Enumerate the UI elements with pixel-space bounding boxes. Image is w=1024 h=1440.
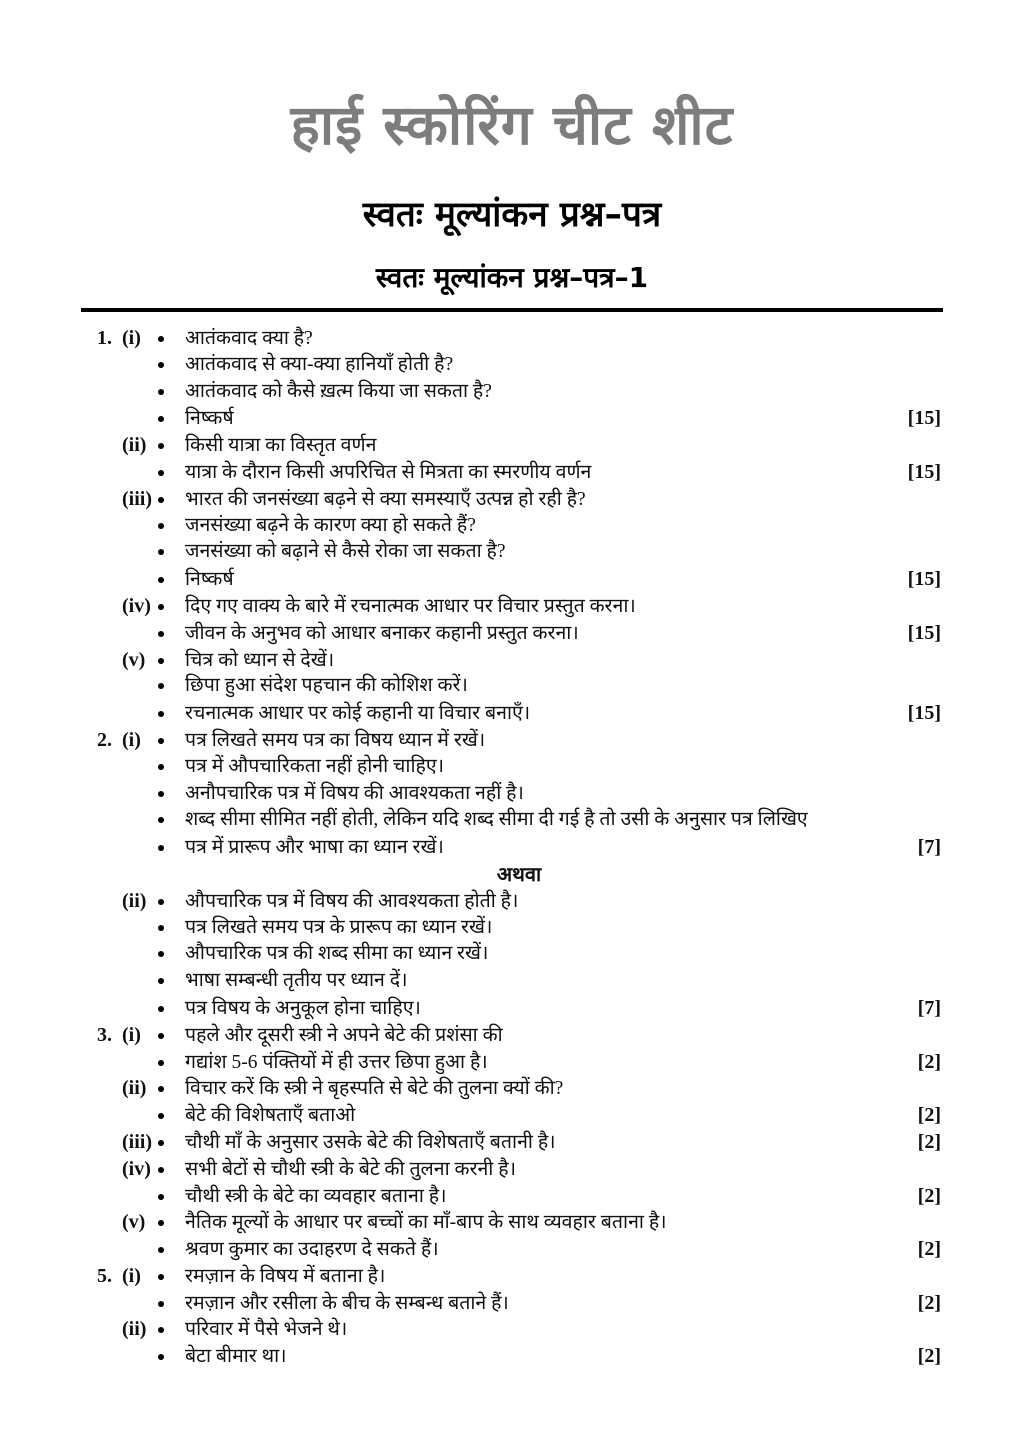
question-number: 5. <box>97 1264 112 1287</box>
question-text: पत्र लिखते समय पत्र के प्रारूप का ध्यान रखें। <box>185 916 493 938</box>
bullet-cell <box>158 941 185 968</box>
bullet-dot-icon <box>158 577 164 583</box>
bullet-cell <box>158 433 185 460</box>
question-text: श्रवण कुमार का उदाहरण दे सकते हैं। <box>185 1239 439 1261</box>
question-row <box>97 620 941 647</box>
marks-label: [2] <box>917 1130 941 1153</box>
question-text: यात्रा के दौरान किसी अपरिचित से मित्रता का स्मरणीय वर्णन <box>185 461 592 483</box>
bullet-cell <box>158 701 185 728</box>
bullet-cell <box>158 968 185 995</box>
bullet-dot-icon <box>158 738 164 744</box>
marks-label: [2] <box>917 1291 941 1314</box>
question-row <box>97 1209 941 1236</box>
bullet-cell <box>158 1103 185 1130</box>
question-row <box>97 1290 941 1317</box>
question-text: पहले और दूसरी स्त्री ने अपने बेटे की प्रशंसा की <box>185 1024 503 1046</box>
bullet-cell <box>158 1130 185 1157</box>
question-text: पत्र विषय के अनुकूल होना चाहिए। <box>185 997 421 1019</box>
bullet-dot-icon <box>158 1167 164 1173</box>
question-row <box>97 1102 941 1129</box>
bullet-dot-icon <box>158 1194 164 1200</box>
bullet-dot-icon <box>158 631 164 637</box>
bullet-cell <box>158 754 185 781</box>
marks-label: [2] <box>917 1104 941 1127</box>
question-row <box>97 379 941 406</box>
bullet-cell <box>158 889 185 916</box>
question-text: विचार करें कि स्त्री ने बृहस्पति से बेटे की तुलना क्यों की? <box>185 1078 564 1100</box>
bullet-dot-icon <box>158 1301 164 1307</box>
sub-question-number: (ii) <box>122 1077 147 1100</box>
bullet-dot-icon <box>158 925 164 931</box>
question-text: जनसंख्या बढ़ने के कारण क्या हो सकते हैं? <box>185 514 476 536</box>
bullet-dot-icon <box>158 1274 164 1280</box>
question-number: 2. <box>97 728 112 751</box>
bullet-cell <box>158 1264 185 1291</box>
question-row <box>97 1263 941 1290</box>
question-text: अनौपचारिक पत्र में विषय की आवश्यकता नहीं है। <box>185 782 524 804</box>
page-title: हाई स्कोरिंग चीट शीट <box>290 93 734 157</box>
question-number: 3. <box>97 1023 112 1046</box>
bullet-dot-icon <box>158 1086 164 1092</box>
sub-question-number: (ii) <box>122 889 147 912</box>
bullet-cell <box>158 1023 185 1050</box>
bullet-cell <box>158 594 185 621</box>
question-row <box>97 647 941 674</box>
sub-question-number: (iii) <box>122 487 152 510</box>
bullet-dot-icon <box>158 1113 164 1119</box>
bullet-dot-icon <box>158 711 164 717</box>
question-row <box>97 459 941 486</box>
question-number: 1. <box>97 327 112 349</box>
question-row <box>97 566 941 593</box>
question-row <box>97 405 941 432</box>
bullet-dot-icon <box>158 1327 164 1333</box>
sub-question-number: (v) <box>122 648 146 671</box>
question-text: चौथी स्त्री के बेटे का व्यवहार बताना है। <box>185 1185 447 1207</box>
question-text: आतंकवाद से क्या-क्या हानियाँ होती है? <box>185 353 454 375</box>
bullet-dot-icon <box>158 443 164 449</box>
bullet-dot-icon <box>158 604 164 610</box>
sub-question-number: (ii) <box>122 434 147 457</box>
bullet-dot-icon <box>158 416 164 422</box>
bullet-dot-icon <box>158 389 164 395</box>
bullet-dot-icon <box>158 683 164 689</box>
question-row <box>97 1022 941 1049</box>
question-text: पत्र में प्रारूप और भाषा का ध्यान रखें। <box>185 837 444 859</box>
question-text: आतंकवाद को कैसे ख़त्म किया जा सकता है? <box>185 380 492 402</box>
question-text: रमज़ान और रसीला के बीच के सम्बन्ध बताने हैं। <box>185 1292 509 1314</box>
bullet-cell <box>158 1317 185 1344</box>
bullet-cell <box>158 621 185 648</box>
bullet-cell <box>158 1210 185 1237</box>
sub-question-number: (i) <box>122 728 141 751</box>
question-row <box>97 325 941 352</box>
bullet-dot-icon <box>158 791 164 797</box>
bullet-cell <box>158 807 185 834</box>
question-text: भारत की जनसंख्या बढ़ने से क्या समस्याएँ उत्पन्न हो रही है? <box>185 488 586 510</box>
sub-question-number: (i) <box>122 327 141 349</box>
question-row <box>97 486 941 513</box>
bullet-cell <box>158 673 185 700</box>
bullet-dot-icon <box>158 1220 164 1226</box>
question-row <box>97 1049 941 1076</box>
bullet-cell <box>158 487 185 514</box>
question-row <box>97 1183 941 1210</box>
question-text: चित्र को ध्यान से देखें। <box>185 649 335 671</box>
question-text: रचनात्मक आधार पर कोई कहानी या विचार बनाएँ। <box>185 703 531 725</box>
question-row <box>97 754 941 781</box>
bullet-dot-icon <box>158 1140 164 1146</box>
question-row <box>97 995 941 1022</box>
sub-question-number: (iv) <box>122 1157 151 1180</box>
question-row <box>97 834 941 861</box>
question-row <box>97 352 941 379</box>
or-separator: अथवा <box>496 861 542 886</box>
sub-question-number: (v) <box>122 1211 146 1234</box>
page-subtitle: स्वतः मूल्यांकन प्रश्न–पत्र <box>362 195 662 235</box>
sub-question-number: (iv) <box>122 594 151 617</box>
question-text: सभी बेटों से चौथी स्त्री के बेटे की तुलना करनी है। <box>185 1158 516 1180</box>
question-text: शब्द सीमा सीमित नहीं होती, लेकिन यदि शब्द सीमा दी गई है तो उसी के अनुसार पत्र लिखिए <box>185 809 808 831</box>
question-row <box>97 673 941 700</box>
marks-label: [15] <box>907 702 941 725</box>
question-text: औपचारिक पत्र की शब्द सीमा का ध्यान रखें। <box>185 943 489 965</box>
bullet-cell <box>158 513 185 540</box>
bullet-dot-icon <box>158 1060 164 1066</box>
question-text: निष्कर्ष <box>185 408 234 430</box>
question-row <box>97 807 941 834</box>
bullet-cell <box>158 835 185 862</box>
question-text: गद्यांश 5-6 पंक्तियों में ही उत्तर छिपा हुआ है। <box>185 1051 488 1073</box>
bullet-dot-icon <box>158 764 164 770</box>
question-text: जीवन के अनुभव को आधार बनाकर कहानी प्रस्तुत करना। <box>185 622 579 644</box>
question-text: बेटे की विशेषताएँ बताओ <box>185 1105 356 1127</box>
question-row <box>97 593 941 620</box>
bullet-dot-icon <box>158 899 164 905</box>
bullet-dot-icon <box>158 817 164 823</box>
question-text: रमज़ान के विषय में बताना है। <box>185 1265 386 1287</box>
question-text: आतंकवाद क्या है? <box>185 328 313 349</box>
bullet-dot-icon <box>158 1354 164 1360</box>
bullet-dot-icon <box>158 362 164 368</box>
question-text: छिपा हुआ संदेश पहचान की कोशिश करें। <box>185 675 468 697</box>
bullet-cell <box>158 1157 185 1184</box>
bullet-cell <box>158 1344 185 1371</box>
bullet-cell <box>158 1076 185 1103</box>
bullet-dot-icon <box>158 951 164 957</box>
question-row <box>97 1156 941 1183</box>
marks-label: [2] <box>917 1238 941 1261</box>
bullet-cell <box>158 567 185 594</box>
sub-question-number: (i) <box>122 1264 141 1287</box>
bullet-cell <box>158 728 185 755</box>
bullet-cell <box>158 539 185 566</box>
header-divider <box>81 308 943 312</box>
bullet-cell <box>158 915 185 942</box>
question-row <box>97 968 941 995</box>
bullet-cell <box>158 648 185 675</box>
sub-question-number: (iii) <box>122 1130 152 1153</box>
question-text: बेटा बीमार था। <box>185 1346 287 1368</box>
bullet-dot-icon <box>158 336 164 342</box>
question-text: नैतिक मूल्यों के आधार पर बच्चों का माँ-बाप के साथ व्यवहार बताना है। <box>185 1212 667 1234</box>
question-row <box>97 1129 941 1156</box>
marks-label: [15] <box>907 621 941 644</box>
bullet-dot-icon <box>158 1006 164 1012</box>
section-heading: स्वतः मूल्यांकन प्रश्न–पत्र–1 <box>375 261 649 294</box>
bullet-cell <box>158 406 185 433</box>
sub-question-number: (i) <box>122 1023 141 1046</box>
marks-label: [7] <box>917 836 941 859</box>
bullet-cell <box>158 1237 185 1264</box>
marks-label: [2] <box>917 1345 941 1368</box>
marks-label: [2] <box>917 1050 941 1073</box>
question-text: परिवार में पैसे भेजने थे। <box>185 1319 348 1341</box>
bullet-cell <box>158 996 185 1023</box>
question-text: पत्र में औपचारिकता नहीं होनी चाहिए। <box>185 755 445 777</box>
marks-label: [7] <box>917 996 941 1019</box>
bullet-dot-icon <box>158 523 164 529</box>
bullet-cell <box>158 460 185 487</box>
question-row <box>97 513 941 540</box>
bullet-dot-icon <box>158 549 164 555</box>
question-text: किसी यात्रा का विस्तृत वर्णन <box>185 435 377 457</box>
bullet-dot-icon <box>158 845 164 851</box>
bullet-dot-icon <box>158 1247 164 1253</box>
bullet-cell <box>158 1291 185 1318</box>
bullet-dot-icon <box>158 1033 164 1039</box>
marks-label: [2] <box>917 1184 941 1207</box>
bullet-dot-icon <box>158 658 164 664</box>
page-header <box>0 0 1024 312</box>
question-row <box>97 1075 941 1102</box>
bullet-dot-icon <box>158 497 164 503</box>
bullet-cell <box>158 1184 185 1211</box>
bullet-cell <box>158 326 185 353</box>
question-row <box>97 1316 941 1343</box>
question-row <box>97 539 941 566</box>
bullet-cell <box>158 781 185 808</box>
marks-label: [15] <box>907 407 941 430</box>
bullet-cell <box>158 1050 185 1077</box>
marks-label: [15] <box>907 568 941 591</box>
bullet-dot-icon <box>158 978 164 984</box>
question-row <box>97 432 941 459</box>
bullet-cell <box>158 379 185 406</box>
question-text: भाषा सम्बन्धी तृतीय पर ध्यान दें। <box>185 970 408 992</box>
question-text: दिए गए वाक्य के बारे में रचनात्मक आधार पर विचार प्रस्तुत करना। <box>185 595 636 617</box>
question-text: जनसंख्या को बढ़ाने से कैसे रोका जा सकता है? <box>185 541 506 563</box>
question-text: निष्कर्ष <box>185 569 234 591</box>
question-row <box>97 1236 941 1263</box>
question-text: औपचारिक पत्र में विषय की आवश्यकता होती है। <box>185 890 519 912</box>
bullet-cell <box>158 352 185 379</box>
question-row <box>97 1343 941 1370</box>
marks-label: [15] <box>907 460 941 483</box>
question-row <box>97 915 941 942</box>
question-row <box>97 781 941 808</box>
question-text: पत्र लिखते समय पत्र का विषय ध्यान में रखें। <box>185 729 486 751</box>
question-row <box>97 888 941 915</box>
question-list <box>0 325 1024 1370</box>
question-row <box>97 700 941 727</box>
question-text: चौथी माँ के अनुसार उसके बेटे की विशेषताएँ बतानी है। <box>185 1131 556 1153</box>
sub-question-number: (ii) <box>122 1318 147 1341</box>
bullet-dot-icon <box>158 470 164 476</box>
question-row <box>97 727 941 754</box>
question-row <box>97 941 941 968</box>
